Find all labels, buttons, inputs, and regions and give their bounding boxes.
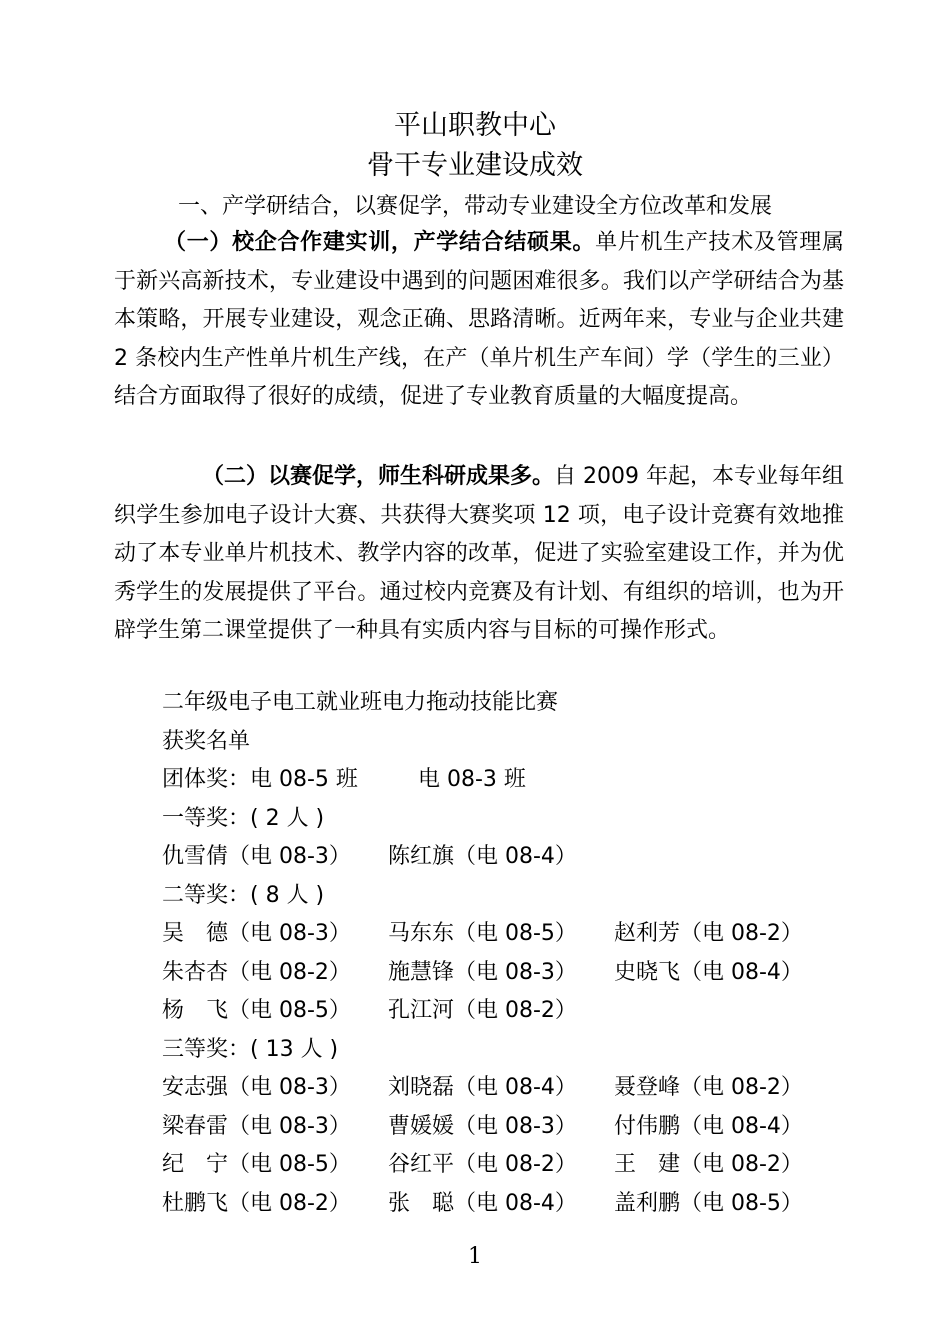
second-prize-row (162, 992, 803, 1031)
winner-name: 纪 宁（电 08-5） (162, 1152, 351, 1177)
winner-name: 梁春雷（电 08-3） (162, 1113, 351, 1139)
paragraph-school-enterprise (114, 224, 844, 417)
page-number: 1 (468, 1244, 482, 1269)
second-prize-label: 二等奖：( 8 人 ) (162, 882, 325, 908)
winner-name: 仇雪倩（电 08-3） (162, 844, 351, 869)
award-event-title: 二年级电子电工就业班电力拖动技能比赛 (162, 690, 559, 715)
team-award-label: 团体奖：电 08-5 班 (162, 767, 358, 792)
third-prize-row (162, 1146, 803, 1185)
third-prize-row (162, 1108, 803, 1147)
section-heading: 一、产学研结合，以赛促学，带动专业建设全方位改革和发展 (178, 194, 773, 219)
second-prize-row (162, 915, 803, 954)
winner-name: 聂登峰（电 08-2） (614, 1075, 803, 1100)
third-prize-row (162, 1185, 803, 1224)
winner-name: 杨 飞（电 08-5） (162, 998, 351, 1023)
document-title-line1: 平山职教中心 (394, 110, 556, 141)
winner-name: 孔江河（电 08-2） (388, 998, 577, 1023)
winner-name: 史晓飞（电 08-4） (614, 959, 803, 985)
paragraph-body: 单片机生产技术及管理属于新兴高新技术，专业建设中遇到的问题困难很多。我们以产学研结合为基本策略，开展专业建设，观念正确、思路清晰。近两年来，专业与企业共建 2 条校内生产性单片机生产线，在产（单片机生产车间）学（学生的三业）结合方面取得了很好的成绩，促进了专业教育质量的大幅度提高。 (114, 230, 844, 409)
winner-name: 王 建（电 08-2） (614, 1152, 803, 1177)
winner-name: 盖利鹏（电 08-5） (614, 1190, 803, 1216)
winner-name: 曹媛媛（电 08-3） (388, 1113, 577, 1139)
second-prize-row (162, 954, 803, 993)
winner-name: 吴 德（电 08-3） (162, 921, 351, 946)
paragraph-body: 自 2009 年起，本专业每年组织学生参加电子设计大赛、共获得大赛奖项 12 项，电子设计竞赛有效地推动了本专业单片机技术、教学内容的改革，促进了实验室建设工作，并为优秀学生的发展提供了平台。通过校内竞赛及有计划、有组织的培训，也为开辟学生第二课堂提供了一种具有实质内容与目标的可操作形式。 (114, 464, 844, 643)
third-prize-row (162, 1069, 803, 1108)
award-list (162, 684, 803, 1223)
winner-name: 谷红平（电 08-2） (388, 1152, 577, 1177)
team-award-second: 电 08-3 班 (418, 767, 526, 792)
document-title-line2: 骨干专业建设成效 (367, 150, 583, 181)
first-prize-row (162, 838, 803, 877)
third-prize-label: 三等奖：( 13 人 ) (162, 1036, 339, 1062)
award-list-title: 获奖名单 (162, 728, 251, 754)
winner-name: 刘晓磊（电 08-4） (388, 1075, 577, 1100)
winner-name: 陈红旗（电 08-4） (388, 844, 577, 869)
winner-name: 朱杏杏（电 08-2） (162, 959, 351, 985)
winner-name: 安志强（电 08-3） (162, 1075, 351, 1100)
paragraph-bold-lead: （一）校企合作建实训，产学结合结硕果。 (164, 230, 596, 255)
winner-name: 张 聪（电 08-4） (388, 1190, 577, 1216)
winner-name: 杜鹏飞（电 08-2） (162, 1190, 351, 1216)
paragraph-bold-lead: （二）以赛促学，师生科研成果多。 (202, 464, 555, 489)
first-prize-label: 一等奖：( 2 人 ) (162, 805, 325, 831)
winner-name: 马东东（电 08-5） (388, 921, 577, 946)
winner-name: 施慧锋（电 08-3） (388, 959, 577, 985)
winner-name: 付伟鹏（电 08-4） (614, 1113, 803, 1139)
team-award-row (162, 761, 803, 800)
paragraph-competition (114, 458, 844, 651)
winner-name: 赵利芳（电 08-2） (614, 921, 803, 946)
